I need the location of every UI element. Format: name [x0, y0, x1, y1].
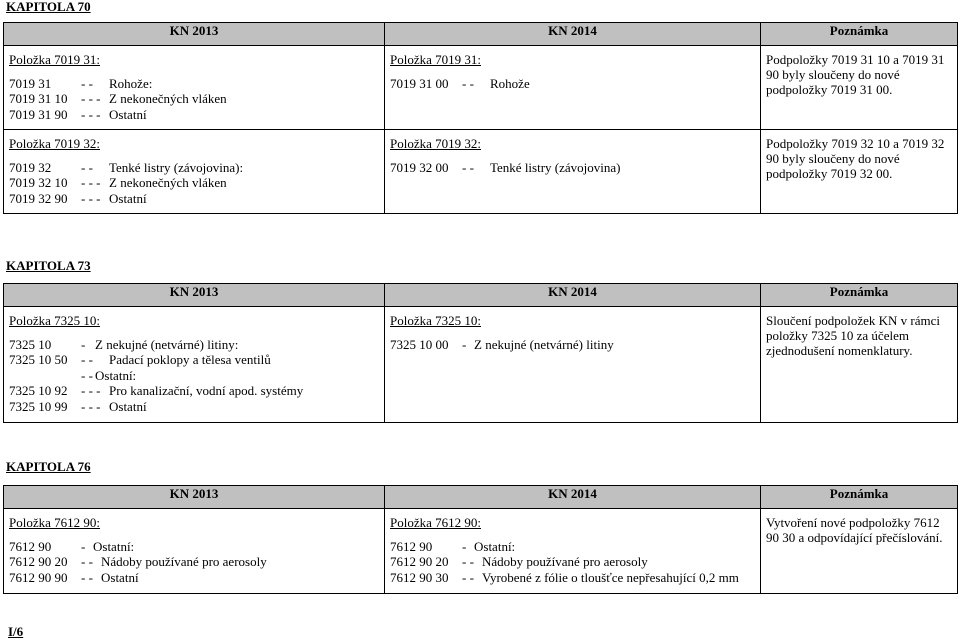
note-cell: Podpoložky 7019 31 10 a 7019 31 90 byly sloučeny do nové podpoložky 7019 31 00. — [761, 46, 958, 130]
header-note: Poznámka — [761, 486, 958, 509]
table-row — [4, 307, 958, 423]
kn2013-cell — [4, 130, 385, 214]
description: Ostatní — [109, 190, 147, 206]
kn2013-cell — [4, 509, 385, 594]
code-line — [9, 160, 379, 176]
dash: - - — [81, 569, 93, 585]
item-title: Položka 7612 90: — [9, 515, 100, 530]
code: 7612 90 90 — [9, 569, 68, 585]
code: 7019 32 90 — [9, 190, 68, 206]
code-line — [9, 352, 379, 368]
description: Ostatní — [101, 569, 139, 585]
header-kn2014: KN 2014 — [385, 284, 761, 307]
dash: - - — [462, 75, 474, 91]
dash: - - - — [81, 106, 101, 122]
code: 7612 90 20 — [390, 554, 449, 569]
code-line — [9, 191, 379, 207]
kn2014-cell — [385, 130, 761, 214]
table-row — [4, 130, 958, 214]
dash: - - - — [81, 190, 101, 206]
dash: - - — [81, 367, 93, 383]
dash: - - — [81, 159, 93, 175]
description: Padací poklopy a tělesa ventilů — [109, 352, 271, 367]
header-kn2014: KN 2014 — [385, 23, 761, 46]
code-line — [390, 76, 755, 92]
code: 7612 90 30 — [390, 569, 449, 585]
description: Z nekonečných vláken — [109, 175, 227, 190]
code-line — [9, 91, 379, 107]
item-title: Položka 7019 31: — [9, 52, 100, 67]
description: Vyrobené z fólie o tloušťce nepřesahující 0,2 mm — [482, 569, 739, 585]
description: Tenké listry (závojovina) — [490, 159, 621, 175]
description: Z nekujné (netvárné) litiny: — [95, 336, 239, 352]
code-line — [9, 107, 379, 123]
code-line — [9, 383, 379, 399]
code: 7019 31 — [9, 75, 52, 91]
item-title: Položka 7325 10: — [9, 313, 100, 328]
dash: - - — [81, 554, 93, 569]
description: Pro kanalizační, vodní apod. systémy — [109, 383, 304, 398]
code-line — [390, 570, 755, 586]
table-row — [4, 46, 958, 130]
dash: - - — [462, 554, 474, 569]
dash: - - - — [81, 383, 101, 398]
tariff-table — [3, 22, 958, 214]
header-kn2013: KN 2013 — [4, 284, 385, 307]
dash: - — [81, 538, 86, 554]
code: 7325 10 99 — [9, 398, 68, 414]
header-kn2013: KN 2013 — [4, 486, 385, 509]
dash: - — [462, 336, 467, 352]
code-line — [9, 76, 379, 92]
description: Z nekonečných vláken — [109, 91, 227, 106]
header-kn2014: KN 2014 — [385, 486, 761, 509]
dash: - - — [81, 352, 93, 367]
code: 7325 10 — [9, 336, 52, 352]
code: 7019 32 10 — [9, 175, 68, 190]
code-line — [390, 337, 755, 353]
item-title: Položka 7019 32: — [9, 136, 100, 151]
description: Ostatní: — [93, 538, 135, 554]
chapter-heading: KAPITOLA 70 — [6, 0, 91, 14]
note-cell: Vytvoření nové podpoložky 7612 90 30 a odpovídající přečíslování. — [761, 509, 958, 594]
item-title: Položka 7019 31: — [390, 52, 481, 67]
description: Rohože: — [109, 75, 153, 91]
code-line — [9, 570, 379, 586]
code-line — [9, 539, 379, 555]
code: 7019 32 — [9, 159, 52, 175]
table-row — [4, 509, 958, 594]
dash: - — [81, 336, 86, 352]
code: 7019 31 10 — [9, 91, 68, 106]
item-title: Položka 7612 90: — [390, 515, 481, 530]
description: Ostatní: — [95, 367, 137, 383]
code: 7019 31 90 — [9, 106, 68, 122]
dash: - - — [81, 75, 93, 91]
note-cell: Sloučení podpoložek KN v rámci položky 7325 10 za účelem zjednodušení nomenklatury. — [761, 307, 958, 423]
code-line — [9, 399, 379, 415]
code: 7019 32 00 — [390, 159, 449, 175]
header-note: Poznámka — [761, 23, 958, 46]
dash: - - - — [81, 398, 101, 414]
item-title: Položka 7325 10: — [390, 313, 481, 328]
description: Nádoby používané pro aerosoly — [101, 554, 267, 569]
dash: - — [462, 538, 467, 554]
kn2014-cell — [385, 46, 761, 130]
code: 7612 90 — [9, 538, 52, 554]
chapter-heading: KAPITOLA 76 — [6, 459, 91, 474]
code: 7612 90 — [390, 538, 433, 554]
code: 7325 10 00 — [390, 336, 449, 352]
code-line — [390, 160, 755, 176]
table-header-row — [4, 23, 958, 46]
kn2013-cell — [4, 46, 385, 130]
kn2014-cell — [385, 307, 761, 423]
description: Tenké listry (závojovina): — [109, 159, 244, 175]
code: 7325 10 92 — [9, 383, 68, 398]
description: Ostatní — [109, 106, 147, 122]
code: 7325 10 50 — [9, 352, 68, 367]
description: Nádoby používané pro aerosoly — [482, 554, 648, 569]
dash: - - — [462, 159, 474, 175]
dash: - - — [462, 569, 474, 585]
tariff-table — [3, 283, 958, 423]
header-note: Poznámka — [761, 284, 958, 307]
code-line — [390, 539, 755, 555]
dash: - - - — [81, 91, 101, 106]
chapter-heading: KAPITOLA 73 — [6, 258, 91, 273]
code-line — [9, 175, 379, 191]
description: Z nekujné (netvárné) litiny — [474, 336, 614, 352]
table-header-row — [4, 486, 958, 509]
kn2013-cell — [4, 307, 385, 423]
code-line — [390, 554, 755, 570]
note-cell: Podpoložky 7019 32 10 a 7019 32 90 byly sloučeny do nové podpoložky 7019 32 00. — [761, 130, 958, 214]
code-line — [9, 554, 379, 570]
code-line — [9, 337, 379, 353]
page-label: I/6 — [8, 624, 24, 639]
kn2014-cell — [385, 509, 761, 594]
dash: - - - — [81, 175, 101, 190]
description: Ostatní: — [474, 538, 516, 554]
item-title: Položka 7019 32: — [390, 136, 481, 151]
description: Ostatní — [109, 398, 147, 414]
code: 7612 90 20 — [9, 554, 68, 569]
code-line — [9, 368, 379, 384]
tariff-table — [3, 485, 958, 594]
header-kn2013: KN 2013 — [4, 23, 385, 46]
description: Rohože — [490, 75, 530, 91]
code: 7019 31 00 — [390, 75, 449, 91]
table-header-row — [4, 284, 958, 307]
